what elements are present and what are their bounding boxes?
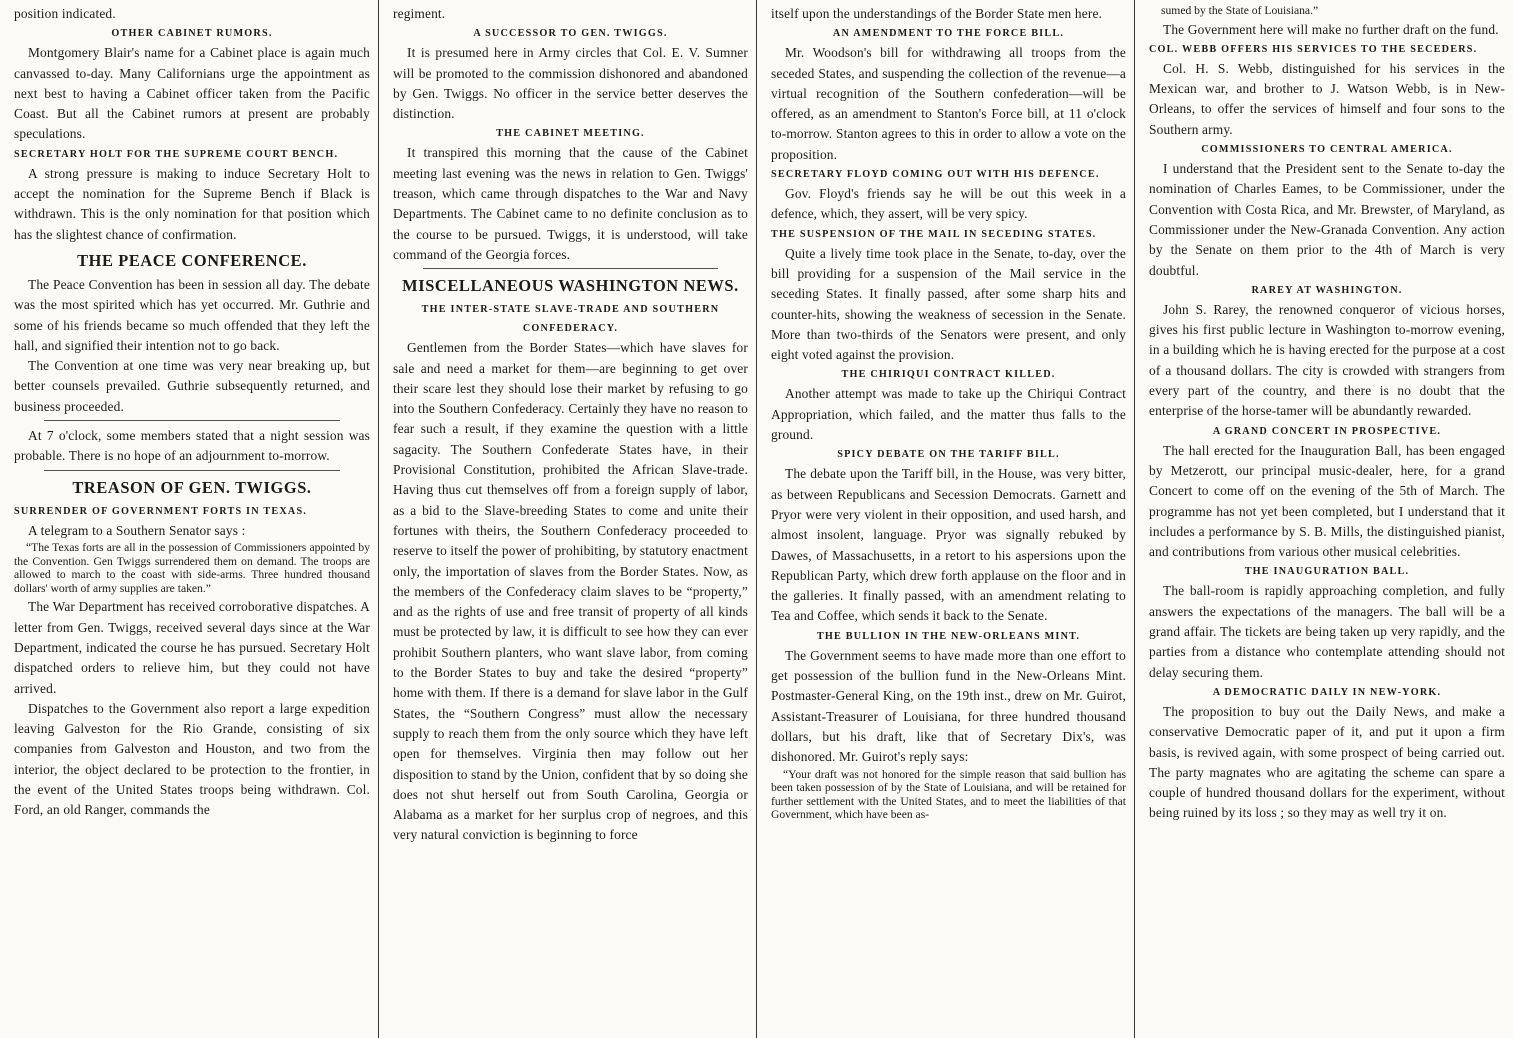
section-subheading: RAREY AT WASHINGTON.: [1251, 284, 1403, 296]
article-paragraph: A strong pressure is making to induce Secretary Holt to accept the nomination for the Supreme Bench if Black is withdrawn. This is the only nomination for that position which has the slightest chance of confirmation.: [14, 165, 370, 242]
section-headline: TREASON OF GEN. TWIGGS.: [72, 477, 312, 497]
section-subheading: THE CABINET MEETING.: [496, 128, 645, 140]
article-paragraph: It transpired this morning that the cause of the Cabinet meeting last evening was the news in relation to Gen. Twiggs' treason, which came through dispatches to the War and Navy Departments. The Cabinet came to no definite conclusion as to the course to be pursued. Twiggs, it is understood, will take command of the Georgia forces.: [393, 145, 748, 262]
section-headline: THE PEACE CONFERENCE.: [77, 250, 307, 270]
article-paragraph: The proposition to buy out the Daily News, and make a conservative Democratic paper of it, and put it upon a firm basis, is revived again, with some prospect of being carried out. The party magnates who are agitating the scheme can spare a couple of hundred thousand dollars for the experiment, without being ruined by its loss ; so they may as well try it on.: [1149, 703, 1505, 821]
article-paragraph: Quite a lively time took place in the Senate, to-day, over the bill providing for a suspension of the Mail service in the seceding States. It finally passed, after some sharp hits and counter-hits, showing the weakness of secession in the Senate. More than two-thirds of the Senators were present, and only eight voted against the provision.: [771, 245, 1126, 363]
column-1: [0, 0, 378, 1038]
section-subheading: COMMISSIONERS TO CENTRAL AMERICA.: [1201, 144, 1453, 156]
section-subheading: SECRETARY HOLT FOR THE SUPREME COURT BENCH.: [14, 148, 339, 160]
article-paragraph: A telegram to a Southern Senator says :: [28, 522, 246, 538]
article-paragraph: position indicated.: [14, 6, 116, 21]
section-subheading: A DEMOCRATIC DAILY IN NEW-YORK.: [1212, 686, 1442, 698]
column-4: [1134, 0, 1513, 1038]
article-paragraph: Mr. Woodson's bill for withdrawing all troops from the seceded States, and suspending the collection of the revenue—a virtual recognition of the Southern confederation—will be offered, as an amendment to Stanton's Force bill, at 11 o'clock to-morrow. Stanton agrees to this in order to allow a vote on the proposition.: [771, 45, 1126, 162]
section-subheading: THE SUSPENSION OF THE MAIL IN SECEDING STATES.: [771, 228, 1097, 240]
article-paragraph: It is presumed here in Army circles that Col. E. V. Sumner will be promoted to the commission dishonored and abandoned by Gen. Twiggs. No officer in the service better deserves the distinction.: [393, 45, 748, 122]
section-subheading: THE INAUGURATION BALL.: [1244, 566, 1410, 578]
section-subheading: THE CHIRIQUI CONTRACT KILLED.: [841, 369, 1056, 381]
section-subheading: AN AMENDMENT TO THE FORCE BILL.: [832, 28, 1065, 40]
article-paragraph: The War Department has received corroborative dispatches. A letter from Gen. Twiggs, received several days since at the War Department, indicated the course he has pursued. Secretary Holt dispatched orders to relieve him, but they could not have arrived.: [14, 599, 370, 696]
article-paragraph: I understand that the President sent to the Senate to-day the nomination of Charles Eames, to be Commissioner, under the Convention with Costa Rica, and Mr. Brewster, of Maryland, as Commissioner under the New-Granada Convention. Any action by the Senate on them prior to the 4th of March is very doubtful.: [1149, 161, 1505, 278]
quoted-dispatch: sumed by the State of Louisiana.”: [1161, 4, 1319, 17]
article-paragraph: regiment.: [393, 6, 446, 21]
quoted-dispatch: “The Texas forts are all in the possession of Commissioners appointed by the Convention. Gen Twiggs surrendered them on demand. The troops are allowed to march to the coast with side-arms. Three hundred thousand dollars' worth of army supplies are taken.”: [14, 540, 370, 595]
quoted-dispatch: “Your draft was not honored for the simple reason that said bullion has been taken possession of by the State of Louisiana, and will be retained for further settlement with the United States, and to meet the liabilities of that Government, which have been as-: [771, 767, 1126, 822]
article-paragraph: Another attempt was made to take up the Chiriqui Contract Appropriation, which failed, and the matter thus falls to the ground.: [771, 386, 1126, 443]
section-subheading: COL. WEBB OFFERS HIS SERVICES TO THE SECEDERS.: [1149, 43, 1478, 55]
section-subheading: SECRETARY FLOYD COMING OUT WITH HIS DEFENCE.: [771, 169, 1100, 181]
article-paragraph: John S. Rarey, the renowned conqueror of vicious horses, gives his first public lecture in Washington to-morrow evening, in a building which he is having erected for the purpose at a cost of a thousand dollars. The city is crowded with strangers from every part of the country, and there is no doubt that the enterprise of the horse-tamer will be abundantly rewarded.: [1149, 301, 1505, 419]
article-paragraph: Dispatches to the Government also report a large expedition leaving Galveston for the Rio Grande, consisting of six companies from Galveston and Houston, and two from the interior, the object declared to be protection to the frontier, in the event of the United States troops being withdrawn. Col. Ford, an old Ranger, commands the: [14, 700, 370, 818]
article-paragraph: The Government seems to have made more than one effort to get possession of the bullion fund in the New-Orleans Mint. Postmaster-General King, on the 19th inst., drew on Mr. Guirot, Assistant-Treasurer of Louisiana, for three hundred thousand dollars, but his draft, like that of Secretary Dix's, was dishonored. Mr. Guirot's reply says:: [771, 647, 1126, 765]
article-paragraph: Montgomery Blair's name for a Cabinet place is again much canvassed to-day. Many Californians urge the appointment as next best to having a Cabinet officer taken from the Pacific Coast. But all the Cabinet rumors at present are probably speculations.: [14, 45, 370, 142]
article-paragraph: itself upon the understandings of the Border State men here.: [771, 6, 1103, 21]
section-subheading: THE INTER-STATE SLAVE-TRADE AND SOUTHERN CONFEDERACY.: [421, 304, 720, 335]
article-paragraph: The hall erected for the Inauguration Ball, has been engaged by Metzerott, our principal music-dealer, here, for a grand Concert to come off on the evening of the 5th of March. The programme has not yet been completed, but I understand that it includes a performance by S. B. Mills, the distinguished pianist, and contributions from various other musical celebrities.: [1149, 442, 1505, 560]
article-paragraph: The Peace Convention has been in session all day. The debate was the most spirited which has yet occurred. Mr. Guthrie and some of his friends became so much offended that they left the hall, and signified their intention not to go back.: [14, 276, 370, 353]
article-paragraph: The Convention at one time was very near breaking up, but better counsels prevailed. Guthrie subsequently returned, and business proceeded.: [14, 358, 370, 414]
section-subheading: THE BULLION IN THE NEW-ORLEANS MINT.: [816, 630, 1081, 642]
column-3: [756, 0, 1134, 1038]
section-headline: MISCELLANEOUS WASHINGTON NEWS.: [402, 276, 739, 296]
column-2: [378, 0, 756, 1038]
column-divider-rule: [423, 268, 718, 269]
section-subheading: A GRAND CONCERT IN PROSPECTIVE.: [1212, 425, 1442, 437]
article-paragraph: The Government here will make no further draft on the fund.: [1163, 21, 1499, 37]
article-paragraph: At 7 o'clock, some members stated that a night session was probable. There is no hope of an adjournment to-morrow.: [14, 428, 370, 464]
article-paragraph: The ball-room is rapidly approaching completion, and fully answers the expectations of the managers. The ball will be a grand affair. The tickets are being taken up very rapidly, and the parties from a distance who contemplate attending should not delay securing them.: [1149, 583, 1505, 680]
section-subheading: OTHER CABINET RUMORS.: [111, 28, 273, 40]
article-paragraph: Gentlemen from the Border States—which have slaves for sale and need a market for them—are beginning to get over their scare lest they should lose their market by refusing to go into the Southern Confederacy. Certainly they have no reason to fear such a result, if they examine the question with a little sagacity. The Southern Confederate States have, in their Provisional Constitution, prohibited the African Slave-trade. Having thus cut themselves off from a foreign supply of labor, as a bid to the Slave-breeding States to come and unite their fortunes with theirs, the Southern Confederacy proceeded to reserve to itself the power of prohibiting, by statutory enactment only, the importation of slaves from the Border States. Now, as the members of the Confederacy claim slaves to be “property,” and as the rights of use and free transit of property of all kinds must be protected by law, it is difficult to see how they can ever prohibit Southern planters, who want slave labor, from coming to the Border States to buy and take the desired “property” home with them. If there is a demand for slave labor in the Gulf States, the “Southern Congress” must allow the necessary supply to reach them from the only source which they have left open for themselves. Virginia then may follow out her disposition to stand by the Union, confident that by so doing she does not shut herself out from South Carolina, Georgia or Alabama as a market for her surplus crop of negroes, and this very natural conviction is beginning to force: [393, 340, 748, 843]
section-subheading: A SUCCESSOR TO GEN. TWIGGS.: [473, 28, 668, 40]
article-paragraph: The debate upon the Tariff bill, in the House, was very bitter, as between Republicans and Secession Democrats. Garnett and Pryor were very violent in their opposition, and used harsh, and almost insolent, language. Pryor was signally rebuked by Dawes, of Massachusetts, in a retort to his aspersions upon the Republican Party, which drew forth applause on the floor and in the galleries. It finally passed, with an amendment relating to Tea and Coffee, which sends it back to the Senate.: [771, 466, 1126, 624]
column-divider-rule: [44, 420, 340, 421]
article-paragraph: Col. H. S. Webb, distinguished for his services in the Mexican war, and brother to J. Watson Webb, is in New-Orleans, to offer the services of himself and four sons to the Southern army.: [1149, 60, 1505, 137]
column-divider-rule: [44, 470, 340, 471]
section-subheading: SURRENDER OF GOVERNMENT FORTS IN TEXAS.: [14, 505, 308, 517]
section-subheading: SPICY DEBATE ON THE TARIFF BILL.: [837, 449, 1060, 461]
article-paragraph: Gov. Floyd's friends say he will be out this week in a defence, which, they assert, will be very spicy.: [771, 186, 1126, 222]
